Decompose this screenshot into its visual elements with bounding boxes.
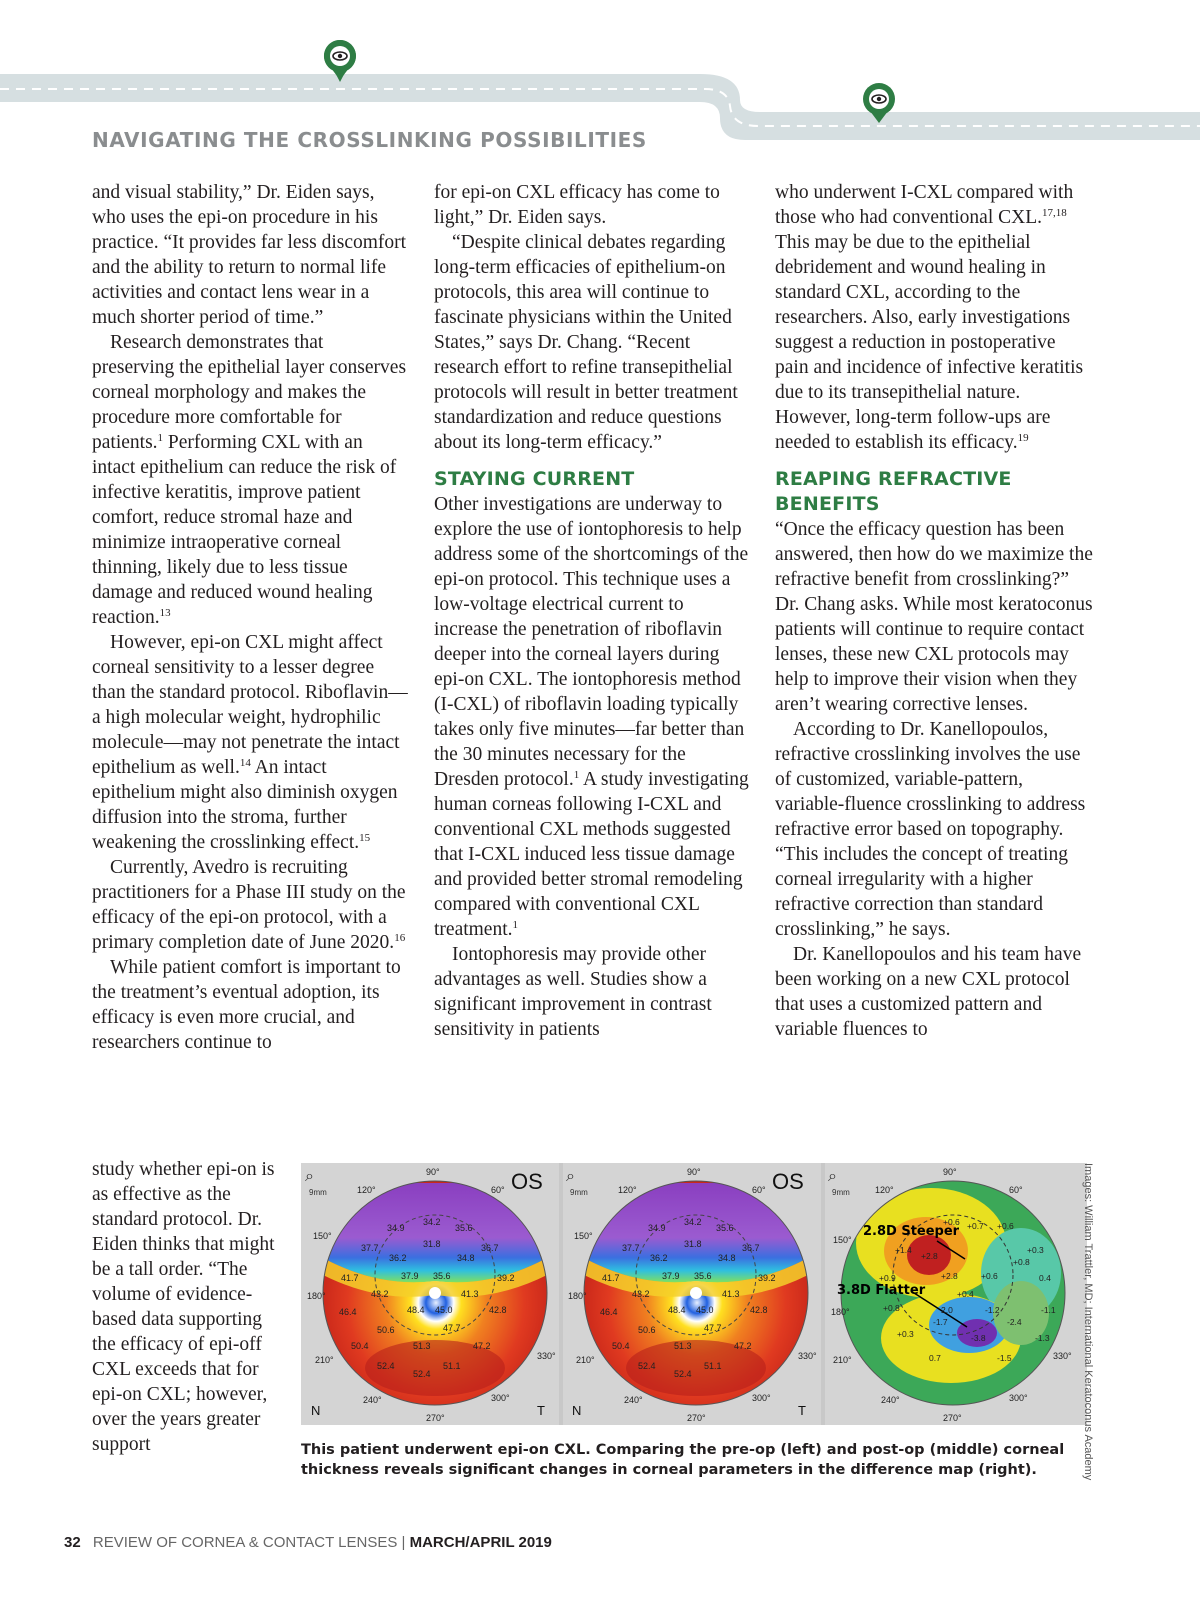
angle-label: 90° — [426, 1167, 440, 1177]
svg-text:50.4: 50.4 — [351, 1341, 369, 1351]
preop-thickness-map — [301, 1163, 559, 1425]
angle-label: 330° — [537, 1351, 556, 1361]
svg-text:+0.6: +0.6 — [981, 1271, 998, 1281]
scale-label: 9mm — [832, 1188, 850, 1197]
column-1 — [92, 180, 410, 1055]
svg-text:34.8: 34.8 — [457, 1253, 475, 1263]
svg-text:52.4: 52.4 — [377, 1361, 395, 1371]
column-1-continuation — [92, 1157, 287, 1457]
reference-marker: 1 — [573, 769, 580, 781]
svg-text:37.7: 37.7 — [361, 1243, 379, 1253]
svg-text:-1.2: -1.2 — [985, 1305, 1000, 1315]
svg-text:-1.3: -1.3 — [1035, 1333, 1050, 1343]
svg-text:48.4: 48.4 — [668, 1305, 686, 1315]
angle-label: 300° — [752, 1393, 771, 1403]
paragraph: According to Dr. Kanellopoulos, refractive crosslinking involves the use of customized, variable-pattern, variable-fluence crosslinking to address refractive error based on topography. “This includes the concept of treating corneal irregularity with a higher refractive correction than standard crosslinking,” he says. — [775, 719, 1086, 940]
svg-text:-1.5: -1.5 — [997, 1353, 1012, 1363]
svg-text:41.7: 41.7 — [341, 1273, 359, 1283]
svg-text:35.6: 35.6 — [455, 1223, 473, 1233]
paragraph: “Once the efficacy question has been answered, then how do we maximize the refractive benefit from crosslinking?” Dr. Chang asks. While most keratoconus patients will continue to require contact lenses, these new CXL protocols may help to improve their vision when they aren’t wearing corrective lenses. — [775, 519, 1093, 715]
svg-text:+0.6: +0.6 — [997, 1221, 1014, 1231]
reference-marker: 19 — [1017, 432, 1029, 444]
angle-label: 210° — [833, 1355, 852, 1365]
svg-text:52.4: 52.4 — [674, 1369, 692, 1379]
angle-label: 240° — [363, 1395, 382, 1405]
svg-text:43.2: 43.2 — [371, 1289, 389, 1299]
svg-text:41.3: 41.3 — [722, 1289, 740, 1299]
svg-text:36.2: 36.2 — [650, 1253, 668, 1263]
angle-label: 150° — [833, 1235, 852, 1245]
postop-thickness-map — [563, 1163, 821, 1425]
svg-text:+1.4: +1.4 — [895, 1245, 912, 1255]
svg-text:50.4: 50.4 — [612, 1341, 630, 1351]
svg-text:41.7: 41.7 — [602, 1273, 620, 1283]
svg-text:50.6: 50.6 — [377, 1325, 395, 1335]
svg-text:46.4: 46.4 — [600, 1307, 618, 1317]
svg-text:31.8: 31.8 — [423, 1239, 441, 1249]
svg-text:39.2: 39.2 — [758, 1273, 776, 1283]
svg-text:41.3: 41.3 — [461, 1289, 479, 1299]
paragraph: study whether epi-on is as effective as the standard protocol. Dr. Eiden thinks that might be a tall order. “The volume of evidence-based data supporting the efficacy of epi-off CXL exceeds that for epi-on CXL; however, over the years greater support — [92, 1159, 275, 1455]
svg-text:36.7: 36.7 — [481, 1243, 499, 1253]
svg-text:34.9: 34.9 — [387, 1223, 405, 1233]
angle-label: 240° — [624, 1395, 643, 1405]
paragraph: However, epi-on CXL might affect corneal sensitivity to a lesser degree than the standard protocol. Riboflavin—a high molecular weight, hydrophilic molecule—may not penetrate the intact epithelium as well.$^{14}$ An intact epithelium might also diminish oxygen diffusion into the stroma, further weakening the crosslinking effect.$^{15}$ — [92, 632, 408, 853]
angle-label: 270° — [687, 1413, 706, 1423]
corneal-maps-figure — [301, 1163, 1087, 1425]
svg-text:+0.3: +0.3 — [1027, 1245, 1044, 1255]
paragraph: “Despite clinical debates regarding long-term efficacies of epithelium-on protocols, this area will continue to fascinate physicians within the United States,” says Dr. Chang. “Recent research effort to refine transepithelial protocols will result in better treatment standardization and reduce questions about its long-term efficacy.” — [434, 232, 738, 453]
paragraph: Dr. Kanellopoulos and his team have been working on a new CXL protocol that uses a customized pattern and variable fluences to — [775, 944, 1082, 1040]
angle-label: 150° — [574, 1231, 593, 1241]
eye-label: OS — [511, 1169, 543, 1194]
svg-text:42.8: 42.8 — [489, 1305, 507, 1315]
angle-label: 180° — [568, 1291, 587, 1301]
svg-text:34.9: 34.9 — [648, 1223, 666, 1233]
svg-text:+0.3: +0.3 — [897, 1329, 914, 1339]
svg-text:51.3: 51.3 — [413, 1341, 431, 1351]
angle-label: 300° — [491, 1393, 510, 1403]
svg-text:50.6: 50.6 — [638, 1325, 656, 1335]
angle-label: 120° — [357, 1185, 376, 1195]
svg-text:+0.4: +0.4 — [957, 1289, 974, 1299]
svg-text:45.0: 45.0 — [696, 1305, 714, 1315]
angle-label: 210° — [576, 1355, 595, 1365]
svg-text:35.6: 35.6 — [433, 1271, 451, 1281]
angle-label: 60° — [491, 1185, 505, 1195]
difference-map — [825, 1163, 1087, 1425]
svg-text:36.7: 36.7 — [742, 1243, 760, 1253]
angle-label: 90° — [687, 1167, 701, 1177]
nasal-label: N — [311, 1403, 321, 1418]
svg-text:37.9: 37.9 — [662, 1271, 680, 1281]
angle-label: 300° — [1009, 1393, 1028, 1403]
angle-label: 270° — [426, 1413, 445, 1423]
paragraph: Currently, Avedro is recruiting practitioners for a Phase III study on the efficacy of the epi-on protocol, with a primary completion date of June 2020.16 — [92, 857, 406, 953]
svg-text:43.2: 43.2 — [632, 1289, 650, 1299]
svg-text:+2.8: +2.8 — [921, 1251, 938, 1261]
image-credit: Images: William Trattler, MD; International Keratoconus Academy — [1082, 1163, 1094, 1481]
svg-text:+2.8: +2.8 — [941, 1271, 958, 1281]
paragraph: Iontophoresis may provide other advantages as well. Studies show a significant improvement in contrast sensitivity in patients — [434, 944, 712, 1040]
svg-text:+0.9: +0.9 — [879, 1273, 896, 1283]
subheading: STAYING CURRENT — [434, 468, 635, 490]
steeper-label: 2.8D Steeper — [863, 1224, 960, 1239]
paragraph: Research demonstrates that preserving the epithelial layer conserves corneal morphology and makes the procedure more comfortable for patients.$^1$ Performing CXL with an intact epithelium can reduce the risk of infective keratitis, improve patient comfort, reduce stromal haze and minimize intraoperative corneal thinning, likely due to less tissue damage and reduced wound healing reaction.$^{13}$ — [92, 332, 407, 628]
eye-label: OS — [772, 1169, 804, 1194]
angle-label: 150° — [313, 1231, 332, 1241]
svg-text:34.8: 34.8 — [718, 1253, 736, 1263]
corneal-maps — [301, 1163, 1087, 1425]
svg-text:+0.7: +0.7 — [967, 1221, 984, 1231]
svg-text:0.7: 0.7 — [929, 1353, 941, 1363]
angle-label: 330° — [798, 1351, 817, 1361]
angle-label: 210° — [315, 1355, 334, 1365]
column-3 — [775, 180, 1093, 1042]
page-number: 32 — [64, 1534, 81, 1551]
publication-name: REVIEW OF CORNEA & CONTACT LENSES — [92, 1534, 398, 1551]
section-title: NAVIGATING THE CROSSLINKING POSSIBILITIES — [92, 128, 647, 152]
svg-text:51.1: 51.1 — [704, 1361, 722, 1371]
temporal-label: T — [798, 1403, 806, 1418]
svg-text:34.2: 34.2 — [423, 1217, 441, 1227]
paragraph: who underwent I-CXL compared with those who had conventional CXL.$^{17,18}$ This may be due to the epithelial debridement and wound healing in standard CXL, according to the researchers. Also, early investigations suggest a reduction in postoperative pain and incidence of infective keratitis due to its transepithelial nature. However, long-term follow-ups are needed to establish its efficacy.$^{19}$ — [775, 182, 1084, 453]
issue-date: MARCH/APRIL 2019 — [409, 1534, 552, 1551]
svg-text:47.2: 47.2 — [734, 1341, 752, 1351]
svg-text:52.4: 52.4 — [413, 1369, 431, 1379]
svg-text:-2.4: -2.4 — [1007, 1317, 1022, 1327]
svg-text:37.7: 37.7 — [622, 1243, 640, 1253]
svg-text:2.0: 2.0 — [941, 1305, 953, 1315]
paragraph: Other investigations are underway to explore the use of iontophoresis to help address some of the shortcomings of the epi-on protocol. This technique uses a low-voltage electrical current to increase the penetration of riboflavin deeper into the corneal layers during epi-on CXL. The iontophoresis method (I-CXL) of riboflavin loading typically takes only five minutes—far better than the 30 minutes necessary for the Dresden protocol.$^1$ A study investigating human corneas following I-CXL and conventional CXL methods suggested that I-CXL induced less tissue damage and provided better stromal remodeling compared with conventional CXL treatment.$^1$ — [434, 494, 749, 940]
flatter-label: 3.8D Flatter — [837, 1283, 926, 1298]
svg-text:47.2: 47.2 — [473, 1341, 491, 1351]
svg-text:48.4: 48.4 — [407, 1305, 425, 1315]
angle-label: 120° — [875, 1185, 894, 1195]
footer-separator: | — [401, 1534, 406, 1551]
reference-marker: 1 — [157, 432, 164, 444]
svg-text:0.4: 0.4 — [1039, 1273, 1051, 1283]
svg-text:31.8: 31.8 — [684, 1239, 702, 1249]
magnifier-icon: ⌕ — [828, 1166, 837, 1185]
angle-label: 270° — [943, 1413, 962, 1423]
reference-marker: 17,18 — [1042, 207, 1067, 219]
svg-text:51.3: 51.3 — [674, 1341, 692, 1351]
angle-label: 120° — [618, 1185, 637, 1195]
svg-text:+0.8: +0.8 — [1013, 1257, 1030, 1267]
angle-label: 180° — [307, 1291, 326, 1301]
paragraph: and visual stability,” Dr. Eiden says, who uses the epi-on procedure in his practice. “It provides far less discomfort and the ability to return to normal life activities and contact lens wear in a much shorter period of time.” — [92, 182, 407, 328]
subheading: REAPING REFRACTIVE BENEFITS — [775, 468, 1012, 515]
nasal-label: N — [572, 1403, 582, 1418]
angle-label: 180° — [831, 1307, 850, 1317]
svg-text:+0.6: +0.6 — [943, 1217, 960, 1227]
svg-text:36.2: 36.2 — [389, 1253, 407, 1263]
angle-label: 240° — [881, 1395, 900, 1405]
svg-text:47.7: 47.7 — [704, 1323, 722, 1333]
svg-text:47.7: 47.7 — [443, 1323, 461, 1333]
magnifier-icon: ⌕ — [305, 1166, 314, 1185]
scale-label: 9mm — [570, 1188, 588, 1197]
svg-text:-1.1: -1.1 — [1041, 1305, 1056, 1315]
figure-caption: This patient underwent epi-on CXL. Comparing the pre-op (left) and post-op (middle) corneal thickness reveals significant changes in corneal parameters in the difference map (right). — [301, 1442, 1065, 1478]
magnifier-icon: ⌕ — [566, 1166, 575, 1185]
svg-text:45.0: 45.0 — [435, 1305, 453, 1315]
reference-marker: 13 — [159, 607, 171, 619]
reference-marker: 1 — [512, 919, 519, 931]
angle-label: 60° — [1009, 1185, 1023, 1195]
page-footer — [64, 1534, 552, 1551]
svg-text:39.2: 39.2 — [497, 1273, 515, 1283]
scale-label: 9mm — [309, 1188, 327, 1197]
angle-label: 330° — [1053, 1351, 1072, 1361]
svg-text:35.6: 35.6 — [716, 1223, 734, 1233]
column-2 — [434, 180, 752, 1042]
svg-text:34.2: 34.2 — [684, 1217, 702, 1227]
paragraph: While patient comfort is important to the treatment’s eventual adoption, its efficacy is even more crucial, and researchers continue to — [92, 957, 401, 1053]
temporal-label: T — [537, 1403, 545, 1418]
svg-text:42.8: 42.8 — [750, 1305, 768, 1315]
svg-text:-3.8: -3.8 — [971, 1333, 986, 1343]
svg-text:51.1: 51.1 — [443, 1361, 461, 1371]
paragraph: for epi-on CXL efficacy has come to light,” Dr. Eiden says. — [434, 182, 720, 228]
svg-text:46.4: 46.4 — [339, 1307, 357, 1317]
reference-marker: 15 — [359, 832, 371, 844]
svg-text:-1.7: -1.7 — [933, 1317, 948, 1327]
angle-label: 90° — [943, 1167, 957, 1177]
svg-text:35.6: 35.6 — [694, 1271, 712, 1281]
svg-text:+0.8: +0.8 — [883, 1303, 900, 1313]
angle-label: 60° — [752, 1185, 766, 1195]
reference-marker: 16 — [394, 932, 406, 944]
svg-text:37.9: 37.9 — [401, 1271, 419, 1281]
reference-marker: 14 — [239, 757, 251, 769]
svg-text:52.4: 52.4 — [638, 1361, 656, 1371]
